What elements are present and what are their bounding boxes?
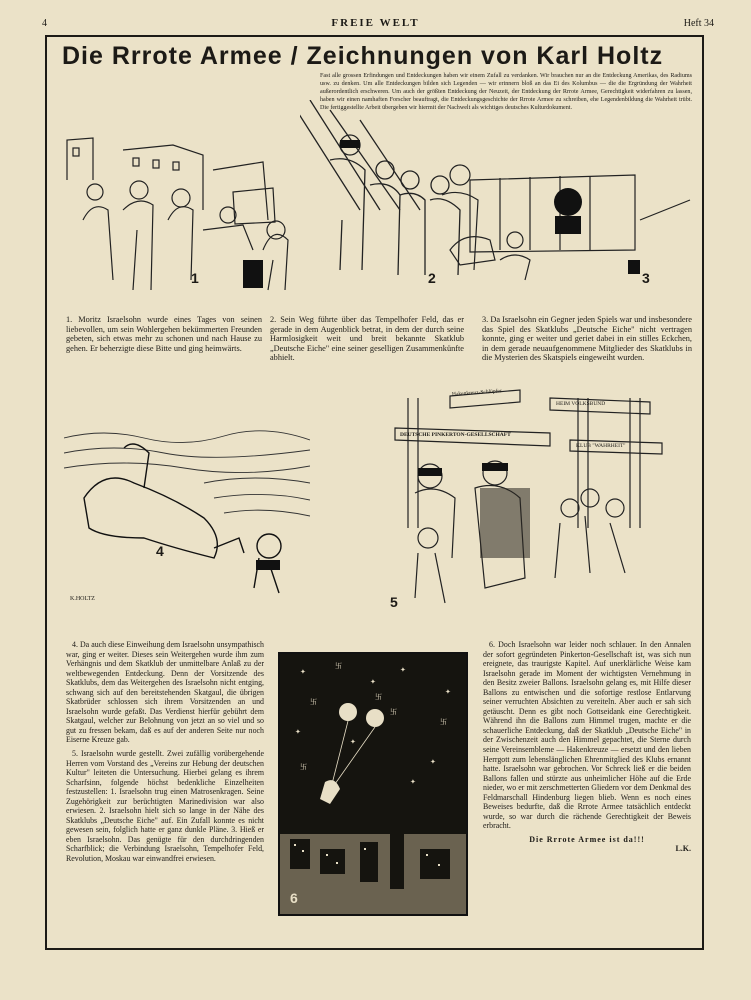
illustration-panel-5 xyxy=(390,388,670,620)
issue-number: Heft 34 xyxy=(683,18,714,29)
closing-line: Die Rrrote Armee ist da!!! xyxy=(529,834,645,844)
svg-text:卐: 卐 xyxy=(310,698,317,706)
panel-number-1: 1 xyxy=(191,270,199,286)
svg-text:✦: ✦ xyxy=(400,666,406,674)
illustration-panel-3 xyxy=(420,140,700,300)
svg-text:✦: ✦ xyxy=(300,668,306,676)
article-title: Die Rrrote Armee / Zeichnungen von Karl Holtz xyxy=(62,42,664,70)
page-number: 4 xyxy=(42,18,47,29)
panel-number-6: 6 xyxy=(290,890,298,906)
svg-text:✦: ✦ xyxy=(410,778,416,786)
svg-text:卐: 卐 xyxy=(440,718,447,726)
text-column-left xyxy=(66,640,264,868)
artist-signature: K.HOLTZ xyxy=(70,596,95,602)
panel-number-4: 4 xyxy=(156,543,164,559)
caption-3: 3. Da Israelsohn ein Gegner jeden Spiels war und insbesondere das Spiel des Skatklubs „Deutsche Eiche" nicht vertragen konnte, ging er weiter und geriet dabei in ein stilles Eckchen, in dem gerade neuaufgenommene Mitglieder des Skatklubs in die Mysterien des Skatspiels eingeweiht wurden. xyxy=(482,315,692,363)
sign-2: HEIM VOLKSBUND xyxy=(556,401,606,407)
panel-number-2: 2 xyxy=(428,270,436,286)
svg-text:卐: 卐 xyxy=(335,662,342,670)
panel-number-3: 3 xyxy=(642,270,650,286)
masthead: FREIE WELT xyxy=(331,17,420,29)
svg-text:卐: 卐 xyxy=(300,763,307,771)
svg-text:✦: ✦ xyxy=(350,738,356,746)
page-header xyxy=(0,8,751,32)
svg-text:✦: ✦ xyxy=(445,688,451,696)
caption-1: 1. Moritz Israelsohn wurde eines Tages von seinen liebevollen, um sein Wohlergehen bekümmerten Freunden gebeten, sich etwas mehr zu schonen und nach Hause zu gehen. Er beherzigte diese Bitte und ging heimwärts. xyxy=(66,315,262,353)
caption-2: 2. Sein Weg führte über das Tempelhofer Feld, das er gerade in dem Augenblick betrat, in dem der durch seine Harmlosigkeit weit und breit bekannte Skatklub „Deutsche Eiche" eine seiner geselligen Zusammenkünfte abhielt. xyxy=(270,315,464,363)
illustration-panel-6 xyxy=(278,652,468,916)
sign-4: KLUB "WAHRHEIT" xyxy=(576,443,626,449)
panel-number-5: 5 xyxy=(390,594,398,610)
intro-paragraph: Fast alle grossen Erfindungen und Entdeckungen haben wir einem Zufall zu verdanken. Wir brauchen nur an die Entdeckung Amerikas, des Radiums usw. zu denken. Um alle Entdeckungen bilden sich Legenden — wir erinnern bloß an das Ei des Kolumbus — die die Ergründung der Wahrheit außerordentlich erschweren. Um auch der größten Entdeckung der Neuzeit, der Entdeckung der Rrrote Armee, Gerechtigkeit widerfahren zu lassen, haben wir einen namhaften Forscher beauftragt, die Entdeckungsgeschichte der Rrrote Armee zu schreiben, ehe Legendenbildung die Wahrheit trübt. Die fertiggestellte Arbeit übergeben wir hiermit der Nachwelt als wichtiges deutsches Kulturdokument. xyxy=(320,73,692,112)
text-column-right xyxy=(483,640,691,854)
svg-text:✦: ✦ xyxy=(430,758,436,766)
paragraph-5: 5. Israelsohn wurde gestellt. Zwei zufällig vorübergehende Herren vom Vorstand des „Vereins zur Hebung der deutschen Kultur" leiteten die Untersuchung. Hierbei gelang es ihrem Scharfsinn, folgende höchst bedenkliche Einzelheiten festzustellen: 1. Israelsohn trug einen Matrosenkragen. Seine Zugehörigkeit zur berüchtigten Marinedivision war also erwiesen. 2. Israelsohn hielt sich so lange in der Nähe des Skatklubs „Deutsche Eiche" auf. Ein Zufall konnte es nicht gewesen sein, folglich hatte er ganz dunkle Pläne. 3. Hieß er eben Israelsohn. Das genügte für den durchdringenden Scharfblick; die Verbindung Israelsohn, Tempelhofer Feld, Revolution, Moskau war einwandfrei erwiesen. xyxy=(66,749,264,864)
sign-3: DEUTSCHE PINKERTON-GESELLSCHAFT xyxy=(400,432,511,438)
svg-text:卐: 卐 xyxy=(390,708,397,716)
svg-text:卐: 卐 xyxy=(375,693,382,701)
svg-text:✦: ✦ xyxy=(370,678,376,686)
paragraph-6: 6. Doch Israelsohn war leider noch schlauer. In den Annalen der sofort gegründeten Pinkerton-Gesellschaft ist, was sich nun ereignete, das traurigste Kapitel. Auf unerklärliche Weise kam Israelsohn gerade im Moment der wichtigsten Vernehmung in den Besitz zweier Ballons. Israelsohn gelang es, mit Hilfe dieser Ballons zu entwischen und die sofortige restlose Entlarvung seiner verruchten Absichten zu vereiteln. Aber auch er sah sich getäuscht. Denn es gibt noch Gottseidank eine Gerechtigkeit. Während ihn die Ballons zum Himmel trugen, machte er die schauerliche Entdeckung, daß der Skatklub „Deutsche Eiche" in der Zwischenzeit auch den Himmel gepachtet, die Sterne durch seine Vereinsembleme — Hakenkreuze — ersetzt und den lieben Herrgott zum lebenslänglichen Ehrenmitglied des Klubs ernannt hatte. Israelsohn war gebrochen. Vor Schreck ließ er die beiden Ballons fallen und stürzte aus unheimlicher Höhe auf die Erde nieder, wo er mit zerschmetterten Gliedern vor dem Denkmal des Feldmarschall Hindenburg liegen blieb. Wenn es noch eines Beweises bedurfte, daß die Rrrote Armee tatsächlich entdeckt wurde, so war durch die rächende Gerechtigkeit der Beweis erbracht. xyxy=(483,640,691,831)
svg-text:✦: ✦ xyxy=(295,728,301,736)
author-initials: L.K. xyxy=(675,844,691,854)
illustration-panel-4 xyxy=(64,428,310,613)
sign-1: Hakenkreuz-Schlüpfer xyxy=(451,388,502,398)
paragraph-4: 4. Da auch diese Einweihung dem Israelsohn unsympathisch war, ging er weiter. Dieses sein Weitergehen wurde ihm zum Verhängnis und dem Skatklub der unmittelbare Anlaß zu der weltbewegenden Entdeckung. Denn der Vorsitzende des Skatklubs, dem das Weitergehen des Israelsohn nicht entging, schwang sich auf den bereitstehenden Skatgaul, die übrigen Skatbrüder schlossen sich ihrem Vorsitzenden an und Israelsohn wurde gefaßt. Das Verdienst hierfür gebührt dem Skatgaul, welcher zur Belohnung von jetzt an so viel und so gut zu fressen bekam, daß es auf der anderen Seite nur noch Eiserne Kreuze gab. xyxy=(66,640,264,745)
